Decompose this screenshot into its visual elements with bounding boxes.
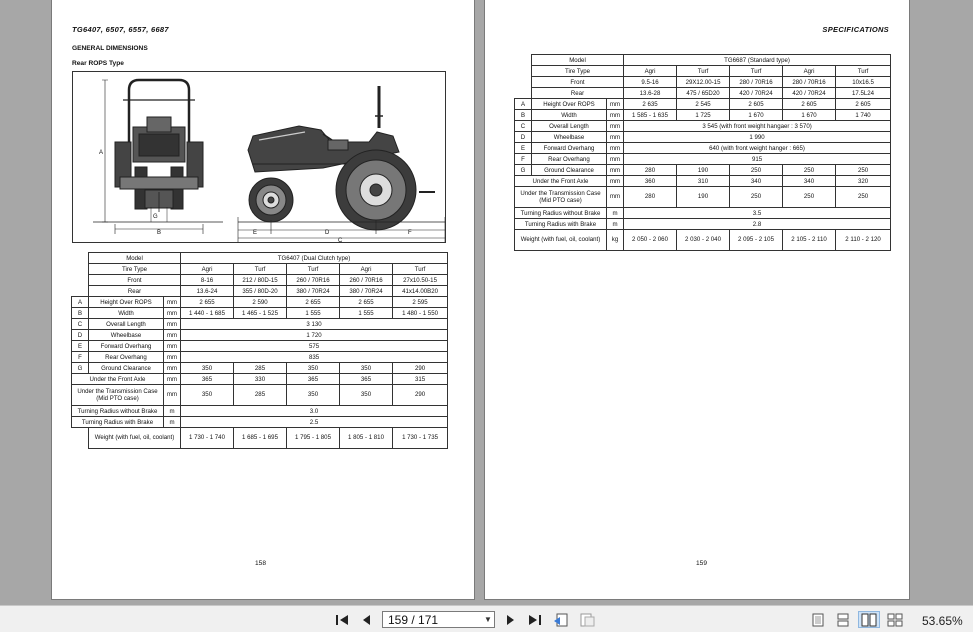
unit-cell: mm [164,363,181,374]
table-row [515,187,891,208]
blank-cell [515,55,532,66]
row-label-cell: Turning Radius with Brake [72,417,164,428]
value-cell: 1 670 [783,110,836,121]
value-cell: 2 655 [181,297,234,308]
value-cell: 1 555 [287,308,340,319]
page-159 [484,0,910,600]
table-row [515,66,891,77]
value-cell: 1 795 - 1 805 [287,428,340,449]
value-cell: 350 [287,385,340,406]
value-cell: 190 [677,187,730,208]
dimension-label-b: B [157,230,162,236]
unit-cell: kg [607,230,624,251]
unit-cell: mm [607,143,624,154]
value-cell: Turf [393,264,448,275]
dimension-letter-cell: A [515,99,532,110]
model-value-cell: TG6687 (Standard type) [624,55,891,66]
page-number: 158 [255,560,267,567]
row-label-cell: Tire Type [89,264,181,275]
value-cell: 2 095 - 2 105 [730,230,783,251]
chevron-down-icon[interactable]: ▼ [484,615,492,624]
table-row [515,230,891,251]
value-cell: 380 / 70R24 [287,286,340,297]
table-row [72,275,448,286]
dimension-letter-cell: F [72,352,89,363]
value-cell: 280 [624,187,677,208]
table-row [515,121,891,132]
tractor-illustration [73,72,445,242]
blank-cell [515,66,532,77]
blank-cell [515,88,532,99]
blank-cell [72,286,89,297]
prev-page-icon[interactable] [357,612,375,627]
value-cell: 1 990 [624,132,891,143]
value-cell: Agri [783,66,836,77]
value-cell: Turf [677,66,730,77]
value-cell: 2 105 - 2 110 [783,230,836,251]
value-cell: 350 [340,385,393,406]
value-cell: 2 595 [393,297,448,308]
table-row [515,176,891,187]
value-cell: Agri [624,66,677,77]
value-cell: 29X12.00-15 [677,77,730,88]
blank-cell [72,428,89,449]
row-label-cell: Front [532,77,624,88]
continuous-view-icon[interactable] [835,612,851,627]
value-cell: 1 440 - 1 685 [181,308,234,319]
value-cell: 2 635 [624,99,677,110]
value-cell: 13.6-24 [181,286,234,297]
unit-cell: mm [164,352,181,363]
dimension-label-a: A [99,150,104,156]
value-cell: 350 [340,363,393,374]
value-cell: 340 [730,176,783,187]
value-cell: 2 590 [234,297,287,308]
table-row [72,417,448,428]
page-158 [51,0,475,600]
next-view-icon[interactable] [578,612,596,627]
value-cell: 2 605 [836,99,891,110]
value-cell: 340 [783,176,836,187]
value-cell: Turf [730,66,783,77]
value-cell: 640 (with front weight hanger : 665) [624,143,891,154]
value-cell: 1 720 [181,330,448,341]
row-label-cell: Height Over ROPS [89,297,164,308]
row-label-cell: Turning Radius without Brake [515,208,607,219]
value-cell: 1 585 - 1 635 [624,110,677,121]
table-row [72,406,448,417]
value-cell: Turf [234,264,287,275]
table-row [72,363,448,374]
dimension-label-f: F [408,230,412,236]
value-cell: 355 / 80D-20 [234,286,287,297]
table-row [72,319,448,330]
table-row [515,110,891,121]
value-cell: 280 / 70R16 [730,77,783,88]
unit-cell: mm [607,154,624,165]
row-label-cell: Wheelbase [89,330,164,341]
table-row [515,132,891,143]
table-row [515,154,891,165]
unit-cell: mm [164,374,181,385]
unit-cell: mm [607,176,624,187]
table-row [72,352,448,363]
value-cell: 17.5L24 [836,88,891,99]
row-label-cell: Tire Type [532,66,624,77]
zoom-level[interactable]: 53.65% [922,614,963,628]
value-cell: 420 / 70R24 [730,88,783,99]
value-cell: 350 [287,363,340,374]
value-cell: 250 [730,165,783,176]
value-cell: 285 [234,385,287,406]
value-cell: 2 605 [730,99,783,110]
value-cell: 1 730 - 1 735 [393,428,448,449]
value-cell: 9.5-16 [624,77,677,88]
value-cell: 8-16 [181,275,234,286]
value-cell: 10x16.5 [836,77,891,88]
dimension-label-e: E [253,230,258,236]
row-label-cell: Under the Front Axle [515,176,607,187]
first-page-icon[interactable] [333,612,351,627]
value-cell: 330 [234,374,287,385]
table-row [72,330,448,341]
row-label-cell: Overall Length [532,121,607,132]
value-cell: 290 [393,363,448,374]
value-cell: 2 030 - 2 040 [677,230,730,251]
value-cell: 2 605 [783,99,836,110]
row-label-cell: Under the Transmission Case (Mid PTO case) [515,187,607,208]
unit-cell: mm [607,110,624,121]
value-cell: 1 725 [677,110,730,121]
table-row [515,165,891,176]
value-cell: 835 [181,352,448,363]
value-cell: Turf [836,66,891,77]
unit-cell: m [607,219,624,230]
value-cell: 1 480 - 1 550 [393,308,448,319]
value-cell: 41x14.00B20 [393,286,448,297]
value-cell: 420 / 70R24 [783,88,836,99]
dimension-letter-cell: D [515,132,532,143]
row-label-cell: Ground Clearance [532,165,607,176]
table-row [515,99,891,110]
unit-cell: m [164,417,181,428]
row-label-cell: Forward Overhang [89,341,164,352]
section-title: GENERAL DIMENSIONS [72,45,148,52]
page-header: SPECIFICATIONS [822,25,889,34]
value-cell: 285 [234,363,287,374]
row-label-cell: Rear Overhang [532,154,607,165]
value-cell: 915 [624,154,891,165]
value-cell: 250 [730,187,783,208]
row-label-cell: Weight (with fuel, oil, coolant) [515,230,607,251]
page-number: 159 [696,560,708,567]
last-page-icon[interactable] [526,612,544,627]
table-row [72,374,448,385]
model-value-cell: TG6407 (Dual Clutch type) [181,253,448,264]
value-cell: 310 [677,176,730,187]
value-cell: 1 730 - 1 740 [181,428,234,449]
unit-cell: mm [607,99,624,110]
unit-cell: m [164,406,181,417]
blank-cell [72,275,89,286]
table-row [72,297,448,308]
value-cell: 1 465 - 1 525 [234,308,287,319]
blank-cell [515,77,532,88]
value-cell: 280 [624,165,677,176]
value-cell: 365 [181,374,234,385]
table-row [72,385,448,406]
table-row [72,428,448,449]
model-label-cell: Model [89,253,181,264]
value-cell: 2 655 [340,297,393,308]
unit-cell: mm [164,308,181,319]
value-cell: Turf [287,264,340,275]
dimension-label-c: C [338,238,343,242]
unit-cell: mm [164,341,181,352]
dimension-label-g: G [153,214,158,220]
table-row [515,219,891,230]
model-label-cell: Model [532,55,624,66]
pdf-navigation-toolbar [0,605,973,632]
unit-cell: mm [164,330,181,341]
value-cell: 2 545 [677,99,730,110]
value-cell: 380 / 70R24 [340,286,393,297]
unit-cell: mm [164,319,181,330]
unit-cell: mm [607,121,624,132]
next-page-icon[interactable] [502,612,520,627]
dimension-letter-cell: G [72,363,89,374]
value-cell: 27x10.50-15 [393,275,448,286]
table-row [515,55,891,66]
value-cell: 1 555 [340,308,393,319]
value-cell: 365 [340,374,393,385]
table-row [515,77,891,88]
tg6407-spec-table [71,252,448,449]
unit-cell: mm [607,165,624,176]
value-cell: 1 670 [730,110,783,121]
table-row [72,264,448,275]
value-cell: 1 685 - 1 695 [234,428,287,449]
row-label-cell: Rear Overhang [89,352,164,363]
dimension-letter-cell: B [515,110,532,121]
unit-cell: mm [164,297,181,308]
dimension-letter-cell: B [72,308,89,319]
value-cell: 280 / 70R16 [783,77,836,88]
row-label-cell: Turning Radius without Brake [72,406,164,417]
table-row [515,143,891,154]
value-cell: 3 545 (with front weight hangaer : 3 570) [624,121,891,132]
row-label-cell: Rear [532,88,624,99]
value-cell: 320 [836,176,891,187]
row-label-cell: Under the Transmission Case (Mid PTO case) [72,385,164,406]
dimension-letter-cell: C [72,319,89,330]
dimension-letter-cell: E [515,143,532,154]
table-row [72,341,448,352]
single-page-view-icon[interactable] [810,612,826,627]
value-cell: 315 [393,374,448,385]
dimension-letter-cell: E [72,341,89,352]
value-cell: 360 [624,176,677,187]
unit-cell: mm [607,132,624,143]
value-cell: 2 110 - 2 120 [836,230,891,251]
dimension-letter-cell: F [515,154,532,165]
value-cell: 1 740 [836,110,891,121]
value-cell: Agri [340,264,393,275]
value-cell: 2 050 - 2 060 [624,230,677,251]
tg6687-spec-table [514,54,891,251]
row-label-cell: Ground Clearance [89,363,164,374]
value-cell: 2.5 [181,417,448,428]
dimension-letter-cell: C [515,121,532,132]
table-row [72,253,448,264]
value-cell: 1 805 - 1 810 [340,428,393,449]
facing-view-icon[interactable] [859,612,879,627]
row-label-cell: Wheelbase [532,132,607,143]
row-label-cell: Rear [89,286,181,297]
table-row [72,286,448,297]
row-label-cell: Front [89,275,181,286]
value-cell: 575 [181,341,448,352]
table-row [515,88,891,99]
value-cell: 2 655 [287,297,340,308]
value-cell: 3.5 [624,208,891,219]
value-cell: 13.6-28 [624,88,677,99]
value-cell: 212 / 80D-15 [234,275,287,286]
unit-cell: m [607,208,624,219]
row-label-cell: Turning Radius with Brake [515,219,607,230]
unit-cell: mm [164,385,181,406]
value-cell: 2.8 [624,219,891,230]
value-cell: Agri [181,264,234,275]
row-label-cell: Height Over ROPS [532,99,607,110]
value-cell: 475 / 65D20 [677,88,730,99]
row-label-cell: Width [532,110,607,121]
value-cell: 3.0 [181,406,448,417]
table-row [72,308,448,319]
row-label-cell: Forward Overhang [532,143,607,154]
value-cell: 3 130 [181,319,448,330]
unit-cell: mm [607,187,624,208]
continuous-facing-view-icon[interactable] [886,612,904,627]
dimension-label-d: D [325,230,330,236]
value-cell: 290 [393,385,448,406]
value-cell: 250 [783,187,836,208]
row-label-cell: Under the Front Axle [72,374,164,385]
value-cell: 365 [287,374,340,385]
tractor-dimension-drawing [72,71,446,243]
page-number-selector[interactable] [382,611,495,628]
row-label-cell: Overall Length [89,319,164,330]
value-cell: 260 / 70R16 [340,275,393,286]
value-cell: 350 [181,363,234,374]
dimension-letter-cell: G [515,165,532,176]
row-label-cell: Weight (with fuel, oil, coolant) [89,428,181,449]
value-cell: 190 [677,165,730,176]
page-header: TG6407, 6507, 6557, 6687 [72,25,169,34]
blank-cell [72,253,89,264]
row-label-cell: Width [89,308,164,319]
dimension-letter-cell: D [72,330,89,341]
blank-cell [72,264,89,275]
table-row [515,208,891,219]
value-cell: 250 [836,165,891,176]
value-cell: 250 [783,165,836,176]
value-cell: 260 / 70R16 [287,275,340,286]
value-cell: 350 [181,385,234,406]
previous-view-icon[interactable] [552,612,570,627]
value-cell: 250 [836,187,891,208]
section-subtitle: Rear ROPS Type [72,60,124,67]
dimension-letter-cell: A [72,297,89,308]
page-indicator[interactable]: 159 / 171 [388,612,439,627]
